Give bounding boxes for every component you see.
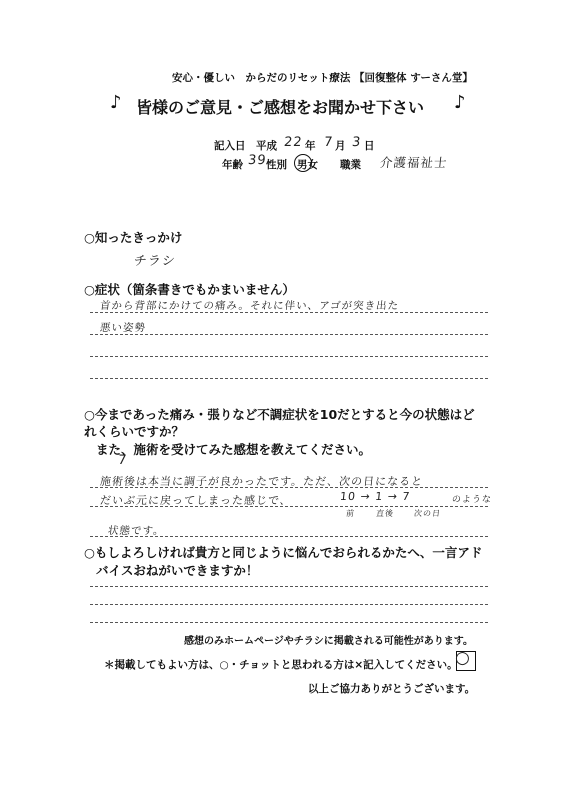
age-value: 39 (247, 153, 268, 168)
answer-score[interactable]: 7 (117, 453, 129, 468)
date-year: 22 (283, 135, 304, 150)
answer-line (90, 312, 488, 313)
answer-line (90, 378, 488, 379)
day-unit: 日 (364, 140, 375, 152)
sex-label: 性別 (266, 159, 287, 171)
publish-disclaimer: 感想のみホームページやチラシに掲載される可能性があります。 (184, 636, 473, 647)
answer-symptoms-line2[interactable]: 悪い姿勢 (99, 322, 147, 334)
note-after: 直後 (375, 509, 395, 518)
question-advice-line1: ○もしよろしければ貴方と同じように悩んでおられるかたへ、一言アド (84, 545, 483, 560)
answer-line (90, 506, 488, 507)
music-note-icon: ♪ (454, 92, 466, 113)
year-unit: 年 (305, 140, 316, 152)
answer-line (90, 356, 488, 357)
question-how-found: ○知ったきっかけ (84, 230, 183, 245)
answer-line (90, 536, 488, 537)
form-title: 皆様のご意見・ご感想をお聞かせ下さい (136, 98, 425, 117)
answer-progress-tail[interactable]: のような (451, 495, 493, 505)
date-label: 記入日 (214, 140, 246, 152)
question-condition-line1: ○今まであった痛み・張りなど不調症状を10だとすると今の状態はど (84, 407, 475, 422)
age-label: 年齢 (222, 159, 243, 171)
answer-symptoms-line1[interactable]: 首から背部にかけての痛み。それに伴い、アゴが突き出た (99, 300, 400, 312)
sex-options: 男女 (297, 159, 318, 171)
answer-progress[interactable]: 10 → 1 → 7 (339, 490, 412, 503)
answer-line (90, 586, 488, 587)
answer-impression-line2[interactable]: だいぶ元に戻ってしまった感じで、 (99, 494, 293, 507)
answer-line (90, 604, 488, 605)
question-condition-line2: れくらいですか？ (84, 424, 185, 439)
question-advice-line2: バイスおねがいできますか！ (96, 563, 259, 578)
consent-mark: ○ (455, 648, 471, 668)
date-era: 平成 (256, 140, 277, 152)
music-note-icon: ♪ (110, 92, 122, 113)
thank-you: 以上ご協力ありがとうございます。 (308, 683, 476, 695)
publish-consent: ＊掲載してもよい方は、○・チョットと思われる方は×記入してください。 (104, 659, 458, 671)
answer-impression-line1[interactable]: 施術後は本当に調子が良かったです。ただ、次の日になると (99, 475, 424, 488)
answer-line (90, 334, 488, 335)
note-next-day: 次の日 (413, 509, 442, 518)
answer-line (90, 487, 488, 488)
occupation-value: 介護福祉士 (379, 155, 449, 170)
occupation-label: 職業 (340, 159, 361, 171)
date-day: 3 (351, 135, 363, 150)
question-symptoms: ○症状（箇条書きでもかまいません） (84, 282, 295, 297)
question-impression: また、施術を受けてみた感想を教えてください。 (96, 442, 372, 457)
clinic-name: 安心・優しい からだのリセット療法 【回復整体 すーさん堂】 (172, 72, 473, 84)
answer-impression-line3[interactable]: 状態です。 (107, 525, 166, 537)
answer-how-found[interactable]: チラシ (133, 254, 177, 269)
date-month: 7 (323, 135, 335, 150)
answer-line (90, 622, 488, 623)
month-unit: 月 (335, 140, 346, 152)
note-before: 前 (345, 509, 356, 518)
